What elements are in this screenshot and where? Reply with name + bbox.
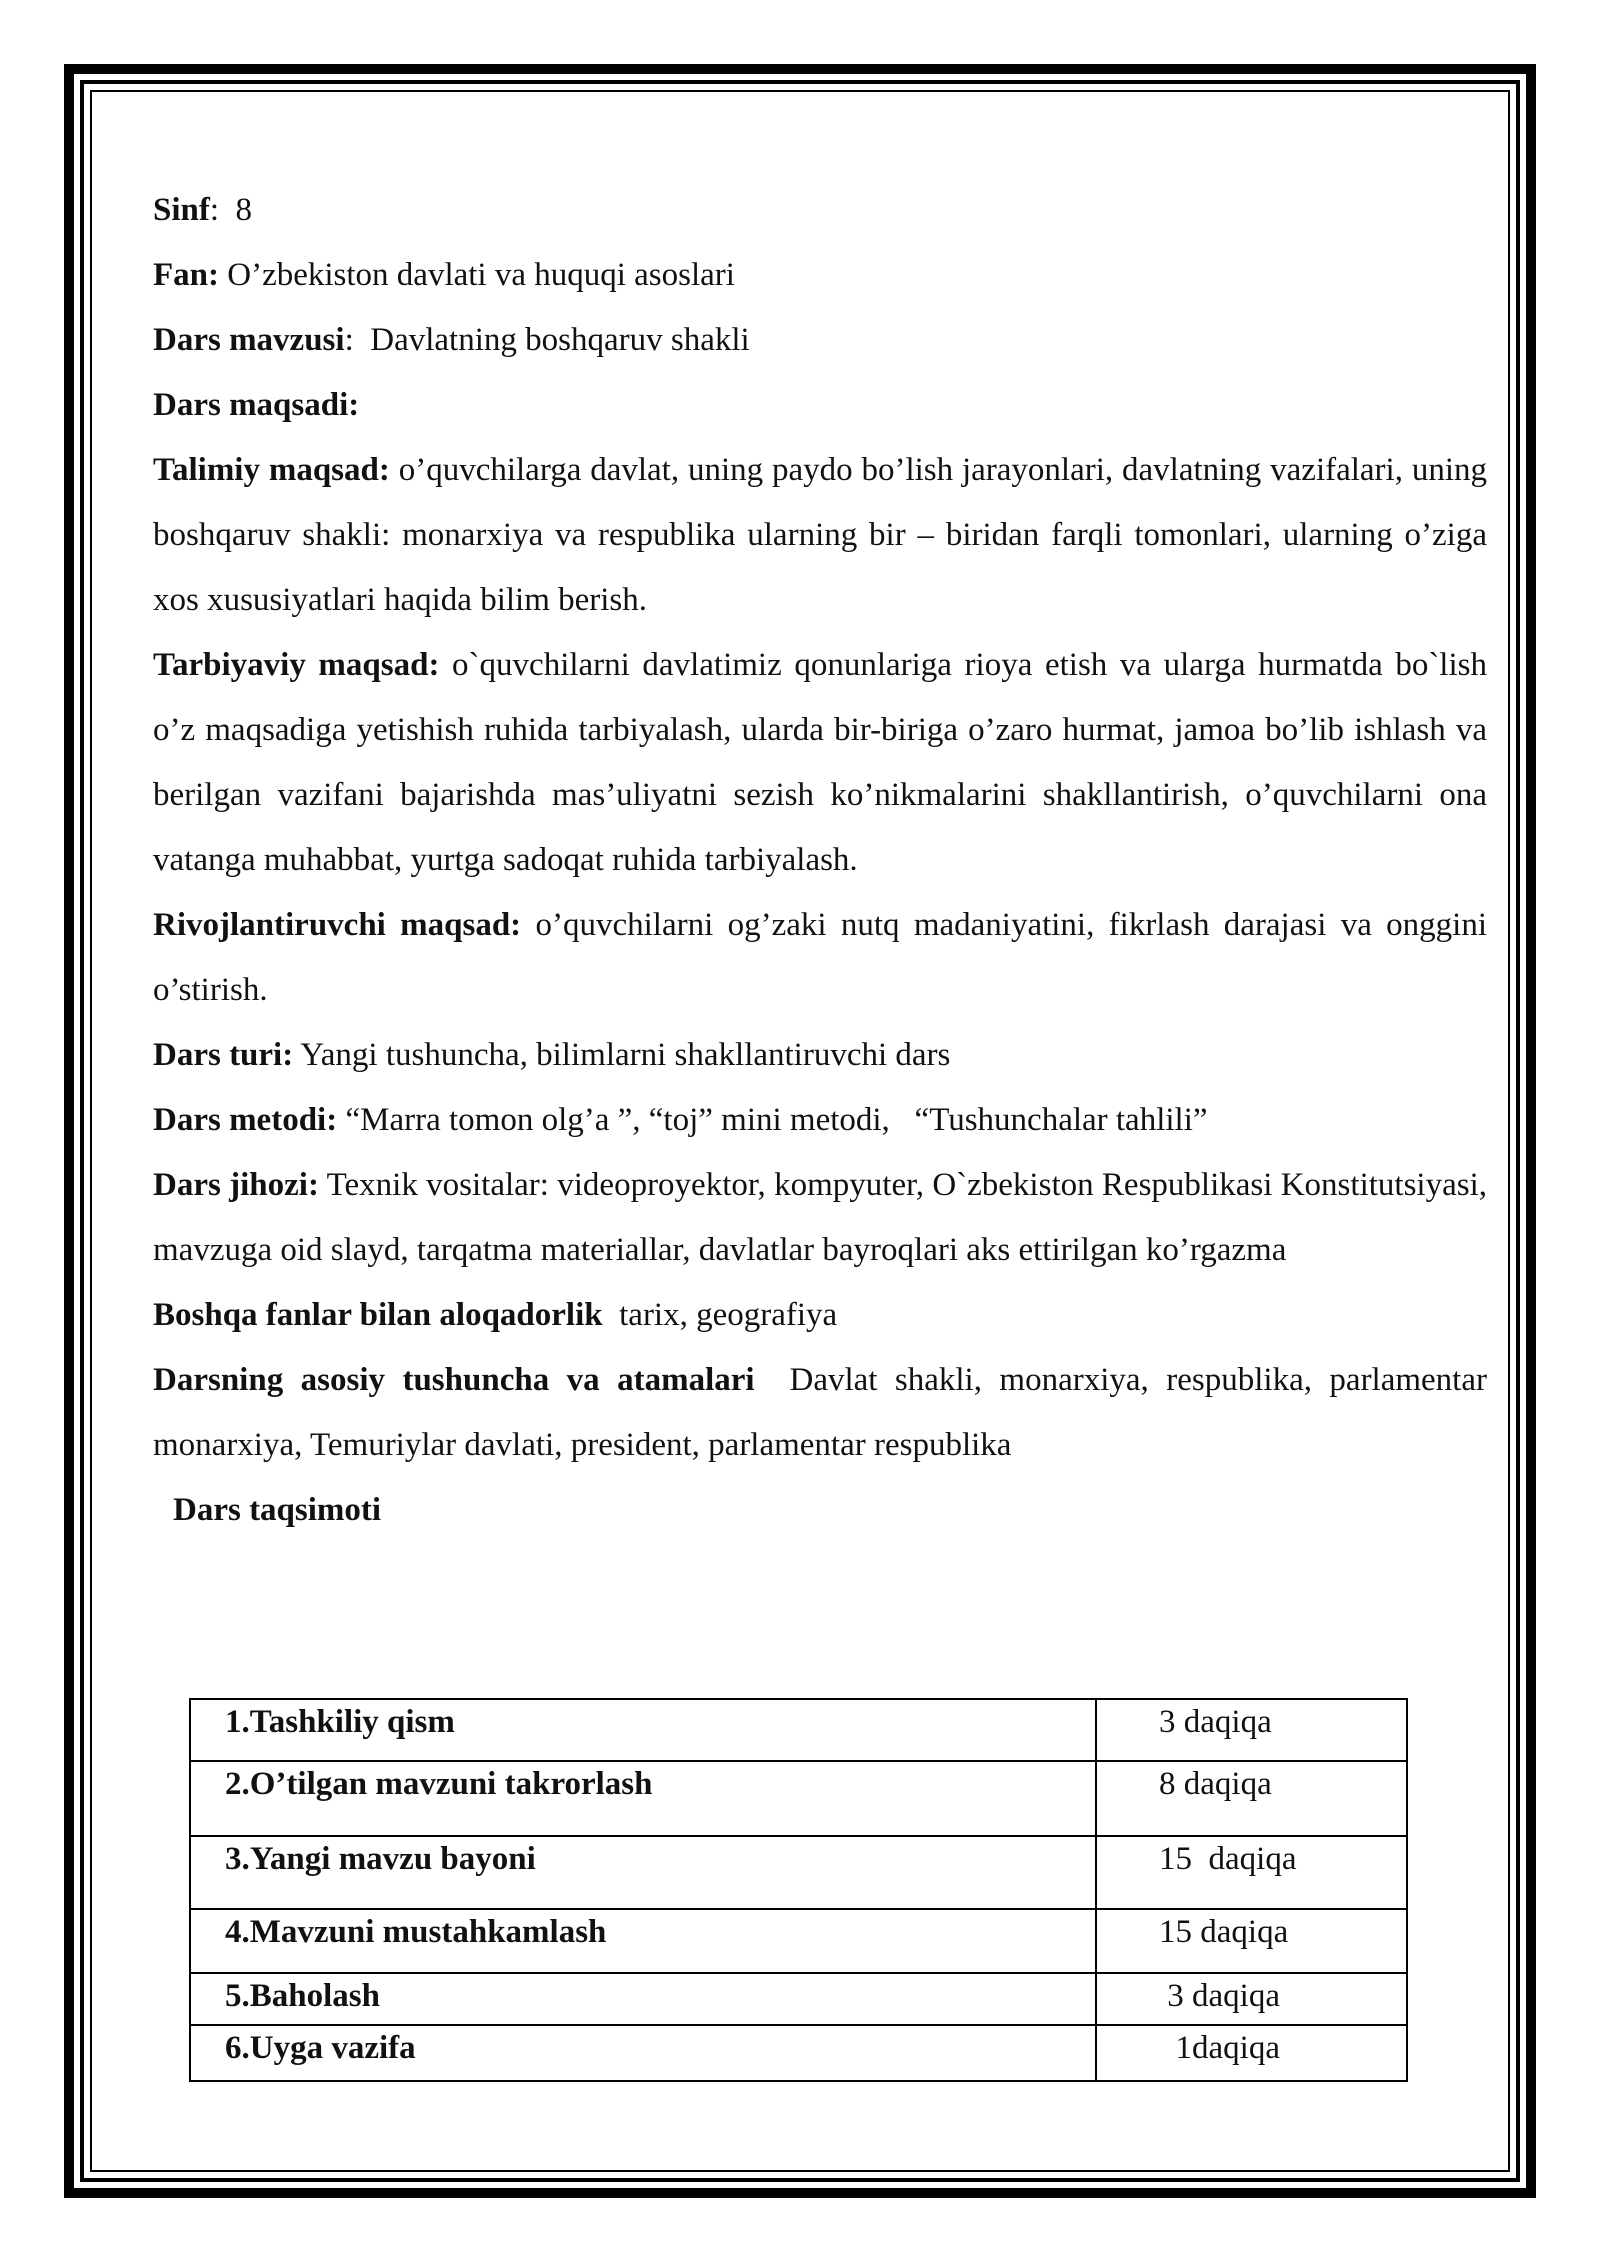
lesson-method-text: “Marra tomon olg’a ”, “toj” mini metodi, “Tushunchalar tahlili” xyxy=(337,1102,1208,1138)
educational-goal xyxy=(153,438,1487,633)
subject-label: Fan: xyxy=(153,257,219,293)
grade-line: Sinf: 8 xyxy=(153,192,253,228)
lesson-type xyxy=(153,1023,1487,1088)
upbringing-goal-label: Tarbiyaviy maqsad: xyxy=(153,647,440,683)
stage-duration: 3 daqiqa xyxy=(1096,1699,1407,1761)
stage-name: 1.Tashkiliy qism xyxy=(190,1699,1096,1761)
stage-name: 2.O’tilgan mavzuni takrorlash xyxy=(190,1761,1096,1836)
stage-duration: 8 daqiqa xyxy=(1096,1761,1407,1836)
lesson-plan-body xyxy=(153,178,1496,1543)
grade-label: Sinf xyxy=(153,192,210,228)
topic-label: Dars mavzusi xyxy=(153,322,345,358)
stage-name: 5.Baholash xyxy=(190,1973,1096,2025)
lesson-equipment-label: Dars jihozi: xyxy=(153,1167,319,1203)
lesson-type-text: Yangi tushuncha, bilimlarni shakllantiruvchi dars xyxy=(293,1037,951,1073)
table-row xyxy=(190,1909,1407,1973)
table-row xyxy=(190,1973,1407,2025)
topic-value: Davlatning boshqaruv shakli xyxy=(370,322,750,358)
educational-goal-text: o’quvchilarga davlat, uning paydo bo’lish jarayonlari, davlatning vazifalari, uning boshqaruv shakli: monarxiya va respublika ularning bir – biridan farqli tomonlari, ularning o’ziga xos xususiyatlari haqida bilim berish. xyxy=(153,452,1487,618)
interdisciplinary-links-label: Boshqa fanlar bilan aloqadorlik xyxy=(153,1297,603,1333)
lesson-schedule-table xyxy=(189,1698,1408,2082)
topic-line: Dars mavzusi: Davlatning boshqaruv shakli xyxy=(153,322,750,358)
stage-name: 4.Mavzuni mustahkamlash xyxy=(190,1909,1096,1973)
upbringing-goal-text: o`quvchilarni davlatimiz qonunlariga rioya etish va ularga hurmatda bo`lish o’z maqsadiga yetishish ruhida tarbiyalash, ularda bir-biriga o’zaro hurmat, jamoa bo’lib ishlash va berilgan vazifani bajarishda mas’uliyatni sezish ko’nikmalarini shakllantirish, o’quvchilarni ona vatanga muhabbat, yurtga sadoqat ruhida tarbiyalash. xyxy=(153,647,1487,878)
key-terms-text: Davlat shakli, monarxiya, respublika, parlamentar monarxiya, Temuriylar davlati, president, parlamentar respublika xyxy=(153,1362,1496,1463)
stage-name: 3.Yangi mavzu bayoni xyxy=(190,1836,1096,1909)
stage-name: 6.Uyga vazifa xyxy=(190,2025,1096,2081)
interdisciplinary-links-text: tarix, geografiya xyxy=(602,1297,838,1333)
lesson-equipment xyxy=(153,1153,1487,1283)
educational-goal-label: Talimiy maqsad: xyxy=(153,452,390,488)
table-row xyxy=(190,1836,1407,1909)
subject-line xyxy=(153,243,1487,308)
lesson-equipment-text: Texnik vositalar: videoproyektor, kompyuter, O`zbekiston Respublikasi Konstitutsiyasi, mavzuga oid slayd, tarqatma materiallar, davlatlar bayroqlari aks ettirilgan ko’rgazma xyxy=(153,1167,1487,1268)
key-terms-label: Darsning asosiy tushuncha va atamalari xyxy=(153,1362,755,1398)
developmental-goal-label: Rivojlantiruvchi maqsad: xyxy=(153,907,522,943)
goals-heading: Dars maqsadi: xyxy=(153,387,360,423)
schedule-title: Dars taqsimoti xyxy=(173,1492,382,1528)
table-row xyxy=(190,2025,1407,2081)
lesson-type-label: Dars turi: xyxy=(153,1037,294,1073)
upbringing-goal xyxy=(153,633,1487,893)
stage-duration: 3 daqiqa xyxy=(1096,1973,1407,2025)
table-row xyxy=(190,1761,1407,1836)
subject-value: O’zbekiston davlati va huquqi asoslari xyxy=(219,257,735,293)
developmental-goal-text: o’quvchilarni og’zaki nutq madaniyatini, fikrlash darajasi va onggini o’stirish. xyxy=(153,907,1487,1008)
table-row xyxy=(190,1699,1407,1761)
key-terms xyxy=(153,1348,1496,1478)
stage-duration: 1daqiqa xyxy=(1096,2025,1407,2081)
lesson-method xyxy=(153,1088,1487,1153)
interdisciplinary-links xyxy=(153,1283,1487,1348)
stage-duration: 15 daqiqa xyxy=(1096,1909,1407,1973)
grade-value: 8 xyxy=(235,192,253,228)
stage-duration: 15 daqiqa xyxy=(1096,1836,1407,1909)
developmental-goal xyxy=(153,893,1487,1023)
lesson-method-label: Dars metodi: xyxy=(153,1102,338,1138)
